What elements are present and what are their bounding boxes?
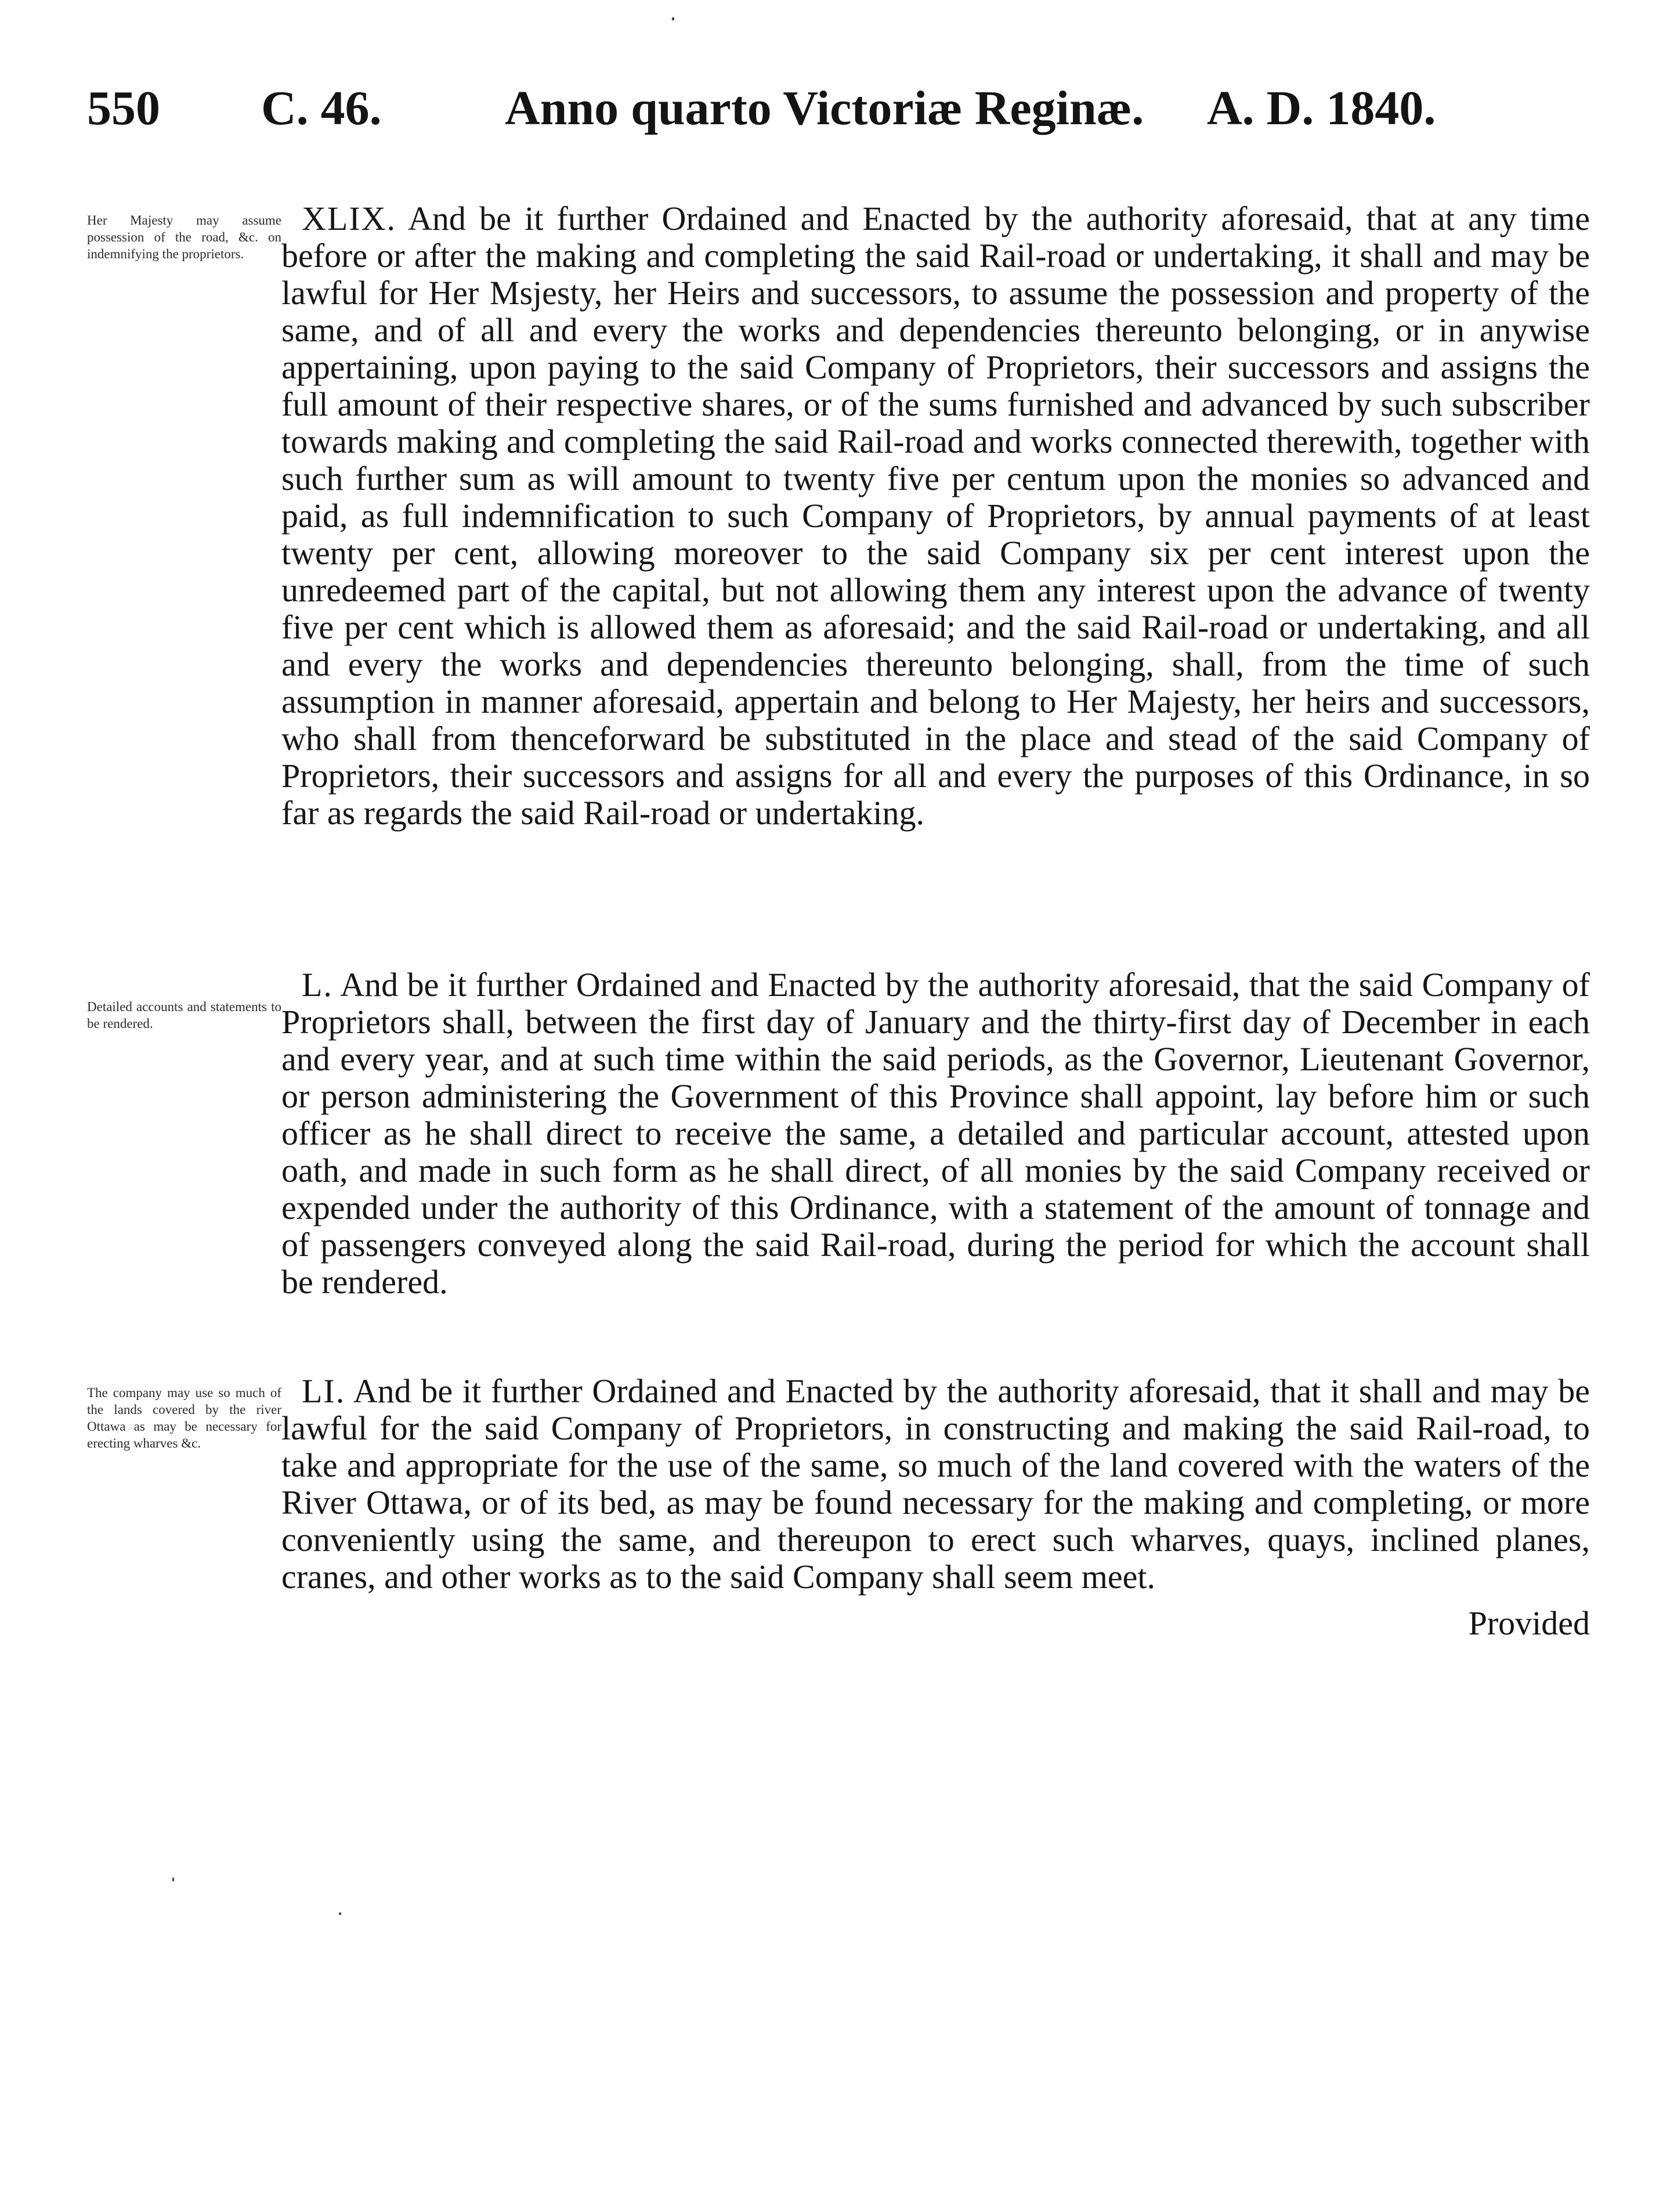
section-number-xlix: XLIX. <box>302 200 397 237</box>
margin-note-l: Detailed accounts and statements to be rendered. <box>87 999 281 1031</box>
section-number-li: LI. <box>302 1372 346 1410</box>
margin-note-li: The company may use so much of the lands covered by the river Ottawa as may be necessary for erecting wharves &c. <box>87 1385 281 1450</box>
chapter-number: C. 46. <box>261 81 382 135</box>
section-text-li: And be it further Ordained and Enacted by the authority aforesaid, that it shall and may be lawful for the said Company of Proprietors, in constructing and making the said Rail-road, to take and appropriate for the use of the same, so much of the land covered with the waters of the River Ottawa, or of its bed, as may be found necessary for the making and completing, or more conveniently using the same, and thereupon to erect such wharves, quays, inclined planes, cranes, and other works as to the said Company shall seem meet. <box>281 1372 1590 1596</box>
section-l <box>281 966 1590 1301</box>
scan-speck <box>172 1878 174 1881</box>
section-text-xlix: And be it further Ordained and Enacted by the authority aforesaid, that at any time before or after the making and completing the said Rail-road or undertaking, it shall and may be lawful for Her Msjesty, her Heirs and successors, to assume the possession and property of the same, and of all and every the works and dependencies thereunto belonging, or in anywise appertaining, upon paying to the said Company of Proprietors, their successors and assigns the full amount of their respective shares, or of the sums furnished and advanced by such subscriber towards making and completing the said Rail-road and works connected therewith, together with such further sum as will amount to twenty five per centum upon the monies so advanced and paid, as full indemnification to such Company of Proprietors, by annual payments of at least twenty per cent, allowing moreover to the said Company six per cent interest upon the unredeemed part of the capital, but not allowing them any interest upon the advance of twenty five per cent which is allowed them as aforesaid; and the said Rail-road or undertaking, and all and every the works and dependencies thereunto belonging, shall, from the time of such assumption in manner aforesaid, appertain and belong to Her Majesty, her heirs and successors, who shall from thenceforward be substituted in the place and stead of the said Company of Proprietors, their successors and assigns for all and every the purposes of this Ordinance, in so far as regards the said Rail-road or undertaking. <box>281 200 1590 832</box>
page-number: 550 <box>87 81 160 135</box>
scan-speck <box>672 17 674 20</box>
catchword: Provided <box>1468 1604 1590 1642</box>
margin-note-xlix: Her Majesty may assume possession of the road, &c. on indemnifying the proprietors. <box>87 213 281 261</box>
header-title: Anno quarto Victoriæ Reginæ. <box>505 81 1144 135</box>
header-year: A. D. 1840. <box>1207 81 1436 135</box>
section-xlix <box>281 200 1590 832</box>
running-header <box>87 65 1549 152</box>
section-text-l: And be it further Ordained and Enacted by the authority aforesaid, that the said Company of Proprietors shall, between the first day of January and the thirty-first day of December in each and every year, and at such time within the said periods, as the Governor, Lieutenant Governor, or person administering the Government of this Province shall appoint, lay before him or such officer as he shall direct to receive the same, a detailed and particular account, attested upon oath, and made in such form as he shall direct, of all monies by the said Company received or expended under the authority of this Ordinance, with a statement of the amount of tonnage and of passengers conveyed along the said Rail-road, during the period for which the account shall be rendered. <box>281 966 1590 1301</box>
scan-speck <box>339 1913 341 1915</box>
section-li <box>281 1373 1590 1596</box>
section-number-l: L. <box>302 966 333 1004</box>
